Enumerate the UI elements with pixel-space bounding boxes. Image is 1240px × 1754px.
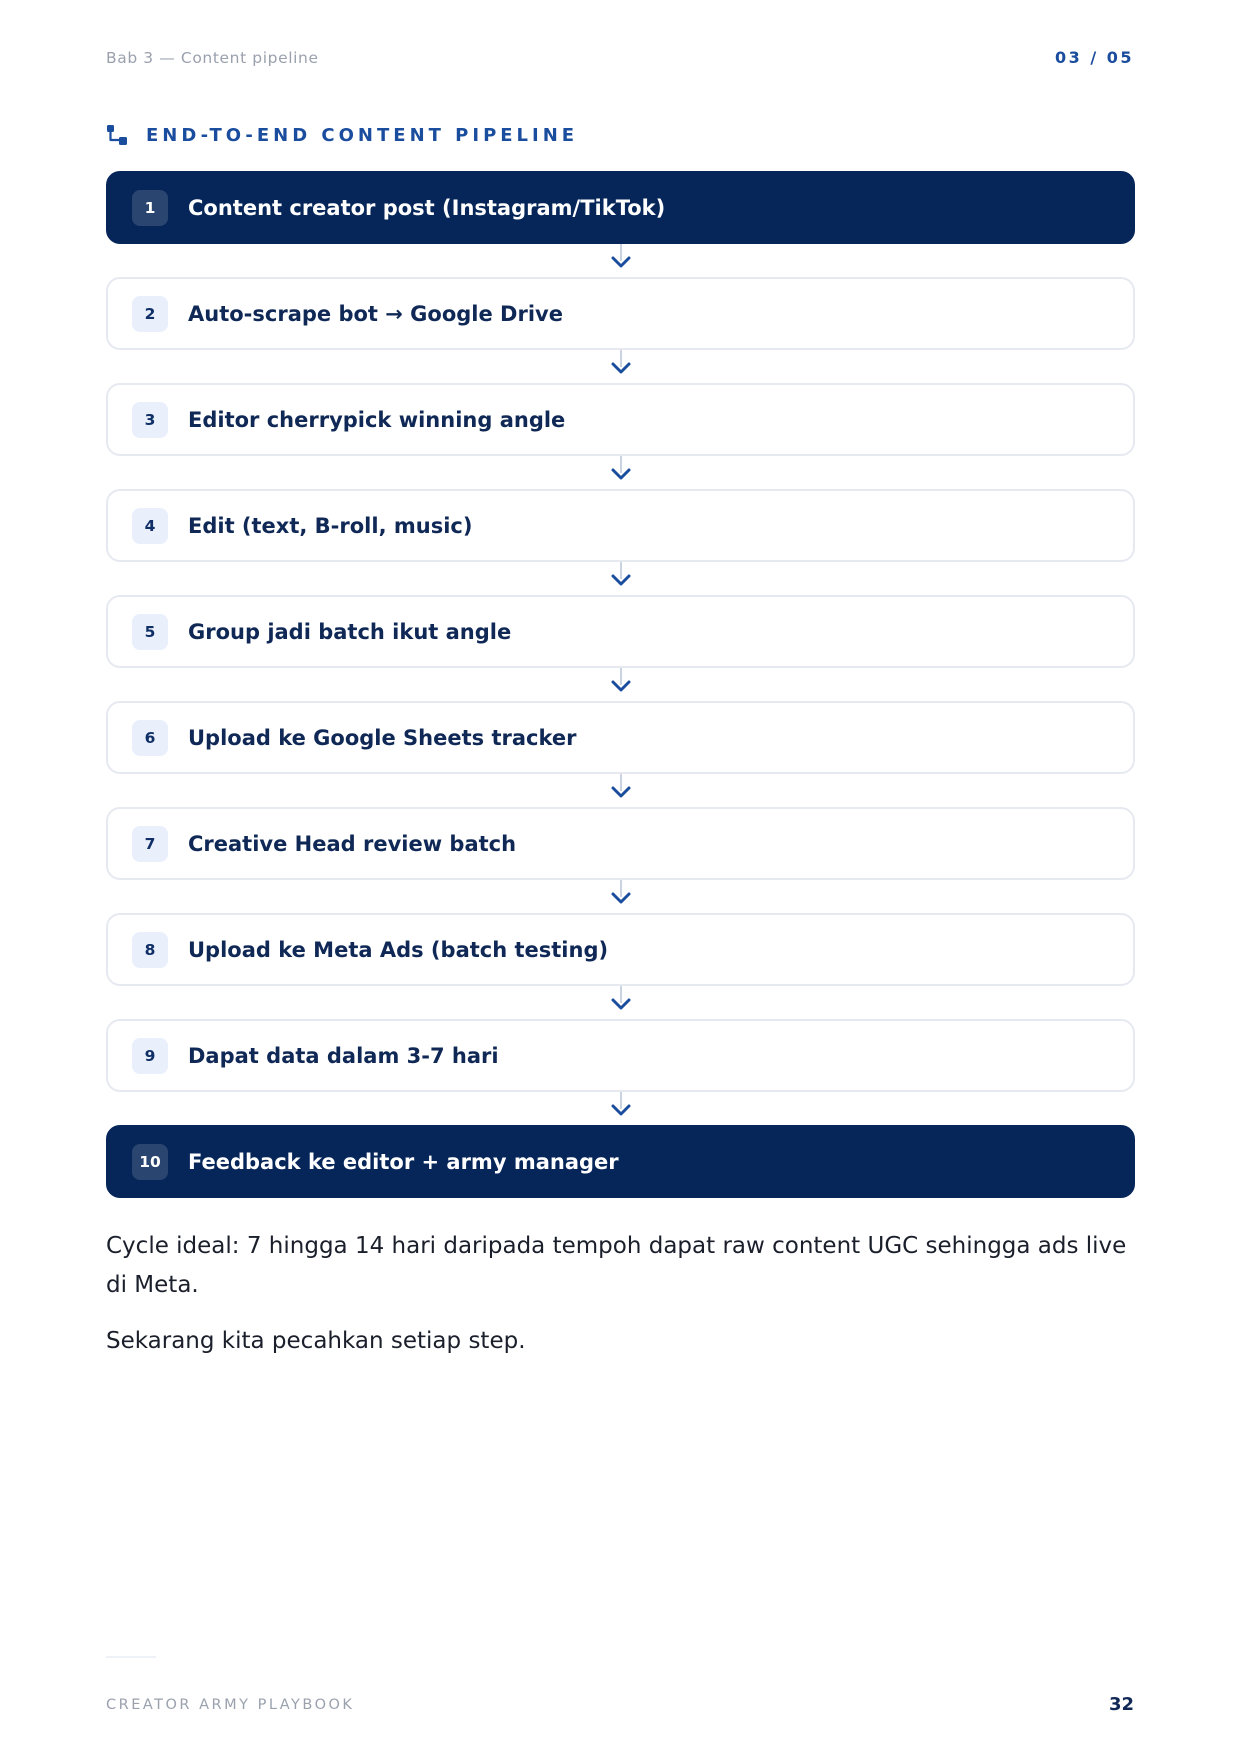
chevron-down-icon bbox=[607, 880, 635, 913]
step-number-badge: 7 bbox=[132, 826, 168, 862]
step-label: Feedback ke editor + army manager bbox=[188, 1149, 619, 1174]
step-label: Editor cherrypick winning angle bbox=[188, 407, 566, 432]
step-connector bbox=[106, 350, 1135, 383]
step-number-badge: 10 bbox=[132, 1144, 168, 1180]
step-label: Creative Head review batch bbox=[188, 831, 517, 856]
pipeline-step bbox=[106, 277, 1135, 350]
footer-divider bbox=[106, 1656, 156, 1658]
step-number-badge: 2 bbox=[132, 296, 168, 332]
step-connector bbox=[106, 456, 1135, 489]
chevron-down-icon bbox=[607, 1092, 635, 1125]
step-label: Group jadi batch ikut angle bbox=[188, 619, 512, 644]
intro-paragraph: Sekarang kita pecahkan setiap step. bbox=[106, 1328, 526, 1354]
step-number-badge: 8 bbox=[132, 932, 168, 968]
pipeline-step bbox=[106, 171, 1135, 244]
pipeline-steps-icon bbox=[106, 124, 128, 146]
step-label: Dapat data dalam 3-7 hari bbox=[188, 1043, 499, 1068]
page-indicator: 03 / 05 bbox=[1054, 48, 1134, 67]
step-number-badge: 9 bbox=[132, 1038, 168, 1074]
step-number-badge: 5 bbox=[132, 614, 168, 650]
section-heading bbox=[106, 122, 578, 148]
step-connector bbox=[106, 774, 1135, 807]
pipeline-step bbox=[106, 595, 1135, 668]
chevron-down-icon bbox=[607, 456, 635, 489]
book-title: CREATOR ARMY PLAYBOOK bbox=[106, 1697, 355, 1713]
step-label: Upload ke Google Sheets tracker bbox=[188, 725, 577, 750]
step-connector bbox=[106, 668, 1135, 701]
step-connector bbox=[106, 1092, 1135, 1125]
chevron-down-icon bbox=[607, 986, 635, 1019]
pipeline-step bbox=[106, 701, 1135, 774]
step-number-badge: 1 bbox=[132, 190, 168, 226]
chapter-label: Bab 3 — Content pipeline bbox=[106, 49, 319, 67]
pipeline-step bbox=[106, 383, 1135, 456]
pipeline-step bbox=[106, 489, 1135, 562]
pipeline-step bbox=[106, 807, 1135, 880]
page-number: 32 bbox=[1108, 1694, 1134, 1715]
pipeline-steps bbox=[106, 171, 1135, 1198]
step-label: Edit (text, B-roll, music) bbox=[188, 513, 473, 538]
chevron-down-icon bbox=[607, 562, 635, 595]
pipeline-step bbox=[106, 913, 1135, 986]
step-number-badge: 6 bbox=[132, 720, 168, 756]
chevron-down-icon bbox=[607, 668, 635, 701]
step-connector bbox=[106, 562, 1135, 595]
step-label: Auto-scrape bot → Google Drive bbox=[188, 301, 563, 326]
cycle-paragraph: Cycle ideal: 7 hingga 14 hari daripada tempoh dapat raw content UGC sehingga ads live di Meta. bbox=[106, 1233, 1127, 1298]
step-connector bbox=[106, 986, 1135, 1019]
pipeline-step bbox=[106, 1125, 1135, 1198]
pipeline-step bbox=[106, 1019, 1135, 1092]
step-connector bbox=[106, 880, 1135, 913]
chevron-down-icon bbox=[607, 350, 635, 383]
step-number-badge: 3 bbox=[132, 402, 168, 438]
step-label: Content creator post (Instagram/TikTok) bbox=[188, 195, 666, 220]
section-title: END-TO-END CONTENT PIPELINE bbox=[146, 124, 579, 146]
step-connector bbox=[106, 244, 1135, 277]
step-number-badge: 4 bbox=[132, 508, 168, 544]
chevron-down-icon bbox=[607, 244, 635, 277]
chevron-down-icon bbox=[607, 774, 635, 807]
step-label: Upload ke Meta Ads (batch testing) bbox=[188, 937, 609, 962]
